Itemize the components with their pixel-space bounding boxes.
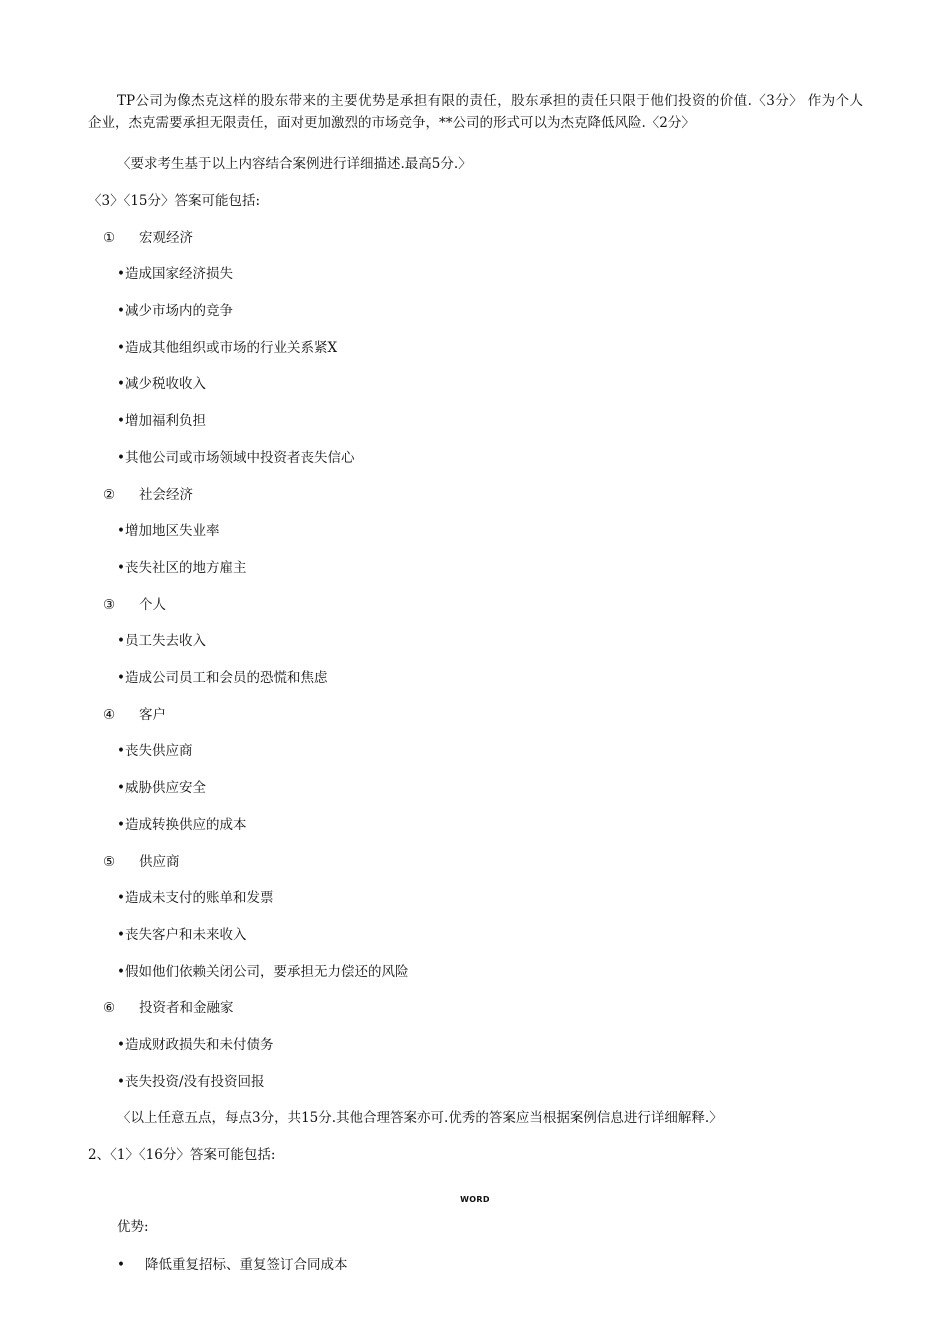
list-item: [117, 1254, 348, 1276]
advantages-label: 优势:: [117, 1219, 149, 1235]
list-item: •丧失社区的地方雇主: [117, 560, 247, 576]
list-item: •造成国家经济损失: [117, 266, 233, 282]
page-footer-label: WORD: [460, 1195, 490, 1204]
section-title: 宏观经济: [139, 230, 193, 246]
section-heading: [103, 484, 193, 506]
paragraph-line: 企业，杰克需要承担无限责任，面对更加激烈的市场竞争，**公司的形式可以为杰克降低风险.〈2分〉: [88, 115, 695, 131]
section-heading: [103, 227, 193, 249]
list-item: •造成转换供应的成本: [117, 817, 247, 833]
list-item: •减少税收收入: [117, 376, 206, 392]
section-number: ⑥: [103, 1000, 116, 1016]
paragraph-shareholder-advantage: [88, 90, 863, 134]
list-item: •减少市场内的竞争: [117, 303, 233, 319]
section-number: ③: [103, 597, 116, 613]
list-item: •丧失投资/没有投资回报: [117, 1074, 265, 1090]
list-item: •增加地区失业率: [117, 523, 220, 539]
section-number: ①: [103, 230, 116, 246]
section-title: 供应商: [139, 854, 180, 870]
paragraph-line: TP公司为像杰克这样的股东带来的主要优势是承担有限的责任，股东承担的责任只限于他们投资的价值.〈3分〉 作为个人: [117, 93, 863, 109]
list-item: •增加福利负担: [117, 413, 206, 429]
bullet-icon: •: [117, 1257, 125, 1273]
section-number: ④: [103, 707, 116, 723]
section-title: 客户: [139, 707, 166, 723]
list-item: •丧失供应商: [117, 743, 193, 759]
list-item: •造成财政损失和未付债务: [117, 1037, 274, 1053]
list-item: •员工失去收入: [117, 633, 206, 649]
question-header: 〈3〉〈15分〉答案可能包括:: [88, 193, 261, 209]
question-header: 2、〈1〉〈16分〉答案可能包括:: [88, 1147, 276, 1163]
list-item: •假如他们依赖关闭公司，要承担无力偿还的风险: [117, 964, 409, 980]
section-heading: [103, 997, 234, 1019]
section-heading: [103, 594, 166, 616]
section-title: 个人: [139, 597, 166, 613]
grading-note: 〈以上任意五点，每点3分，共15分.其他合理答案亦可.优秀的答案应当根据案例信息进行详细解释.〉: [117, 1110, 723, 1126]
section-number: ⑤: [103, 854, 116, 870]
section-heading: [103, 704, 166, 726]
list-item: •造成公司员工和会员的恐慌和焦虑: [117, 670, 328, 686]
list-item: •威胁供应安全: [117, 780, 206, 796]
list-item-text: 降低重复招标、重复签订合同成本: [145, 1257, 348, 1273]
section-number: ②: [103, 487, 116, 503]
list-item: •丧失客户和未来收入: [117, 927, 247, 943]
list-item: •造成未支付的账单和发票: [117, 890, 274, 906]
section-title: 投资者和金融家: [139, 1000, 234, 1016]
list-item: •其他公司或市场领域中投资者丧失信心: [117, 450, 355, 466]
list-item: •造成其他组织或市场的行业关系紧X: [117, 340, 338, 356]
grading-note: 〈要求考生基于以上内容结合案例进行详细描述.最高5分.〉: [117, 156, 472, 172]
section-title: 社会经济: [139, 487, 193, 503]
section-heading: [103, 851, 180, 873]
